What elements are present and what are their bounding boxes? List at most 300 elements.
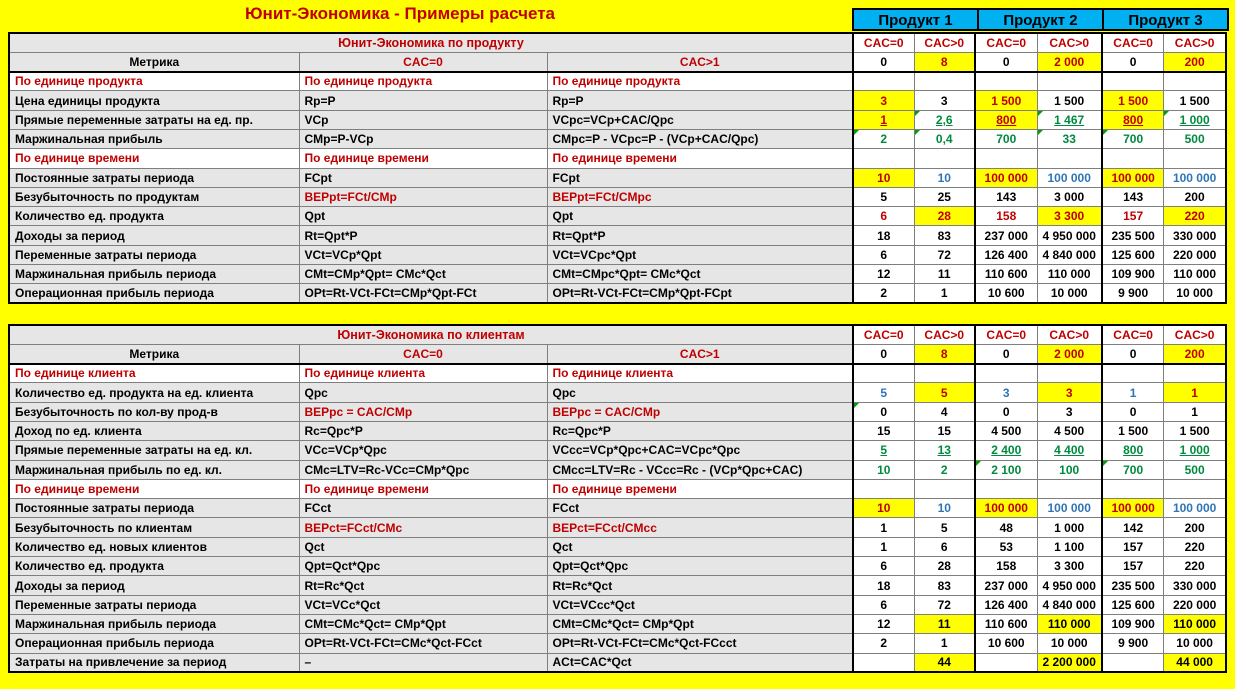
value-cell: 500	[1164, 460, 1226, 479]
value-cell: 100 000	[1102, 499, 1164, 518]
value-cell: 1 000	[1164, 110, 1226, 129]
formula-cac1: BEPpc = CAC/CMp	[547, 402, 853, 421]
formula-cac0: FCpt	[299, 168, 547, 187]
value-cell: 12	[853, 265, 914, 284]
product-headers	[852, 8, 1229, 31]
value-cell: 4 840 000	[1037, 245, 1102, 264]
formula-cac0: OPt=Rt-VCt-FCt=CMc*Qct-FCct	[299, 634, 547, 653]
value-cell: 1 500	[1164, 421, 1226, 440]
value-cell: 0	[1102, 402, 1164, 421]
value-cell	[1164, 72, 1226, 91]
value-cell: 4	[914, 402, 975, 421]
value-cell: 4 500	[1037, 421, 1102, 440]
formula-cac0: Qpt	[299, 207, 547, 226]
value-cell	[914, 479, 975, 498]
metric-label: Маржинальная прибыль периода	[9, 614, 299, 633]
value-cell: 1	[1164, 383, 1226, 402]
value-cell: 10	[914, 168, 975, 187]
value-cell: 12	[853, 614, 914, 633]
metric-label: Маржинальная прибыль	[9, 129, 299, 148]
formula-cac1: По единице клиента	[547, 364, 853, 383]
table-row	[9, 383, 1226, 402]
formula-cac0: VCc=VCp*Qpc	[299, 441, 547, 460]
metric-label: По единице клиента	[9, 364, 299, 383]
value-cell: 3	[853, 91, 914, 110]
table-row	[9, 91, 1226, 110]
value-cell: 5	[914, 383, 975, 402]
value-cell: 100 000	[1037, 499, 1102, 518]
value-cell	[975, 364, 1037, 383]
value-cell: 10	[914, 499, 975, 518]
value-cell: 5	[853, 383, 914, 402]
formula-cac1: Rp=P	[547, 91, 853, 110]
value-cell	[853, 149, 914, 168]
value-cell: 6	[853, 557, 914, 576]
formula-cac1: Rc=Qpc*P	[547, 421, 853, 440]
value-cell: 100 000	[1102, 168, 1164, 187]
value-cell: 53	[975, 537, 1037, 556]
formula-cac1: CMcc=LTV=Rc - VCcc=Rc - (VCp*Qpc+CAC)	[547, 460, 853, 479]
table-row	[9, 245, 1226, 264]
section-row	[9, 479, 1226, 498]
value-cell: 1	[1102, 383, 1164, 402]
value-cell: 100 000	[1037, 168, 1102, 187]
formula-cac1: По единице времени	[547, 479, 853, 498]
value-cell: 3 000	[1037, 187, 1102, 206]
metric-label: Операционная прибыль периода	[9, 284, 299, 303]
scenario-cac1-header: CAC>1	[547, 52, 853, 71]
formula-cac0: Rp=P	[299, 91, 547, 110]
value-cell: 6	[853, 595, 914, 614]
value-cell: 2,6	[914, 110, 975, 129]
value-cell: 6	[914, 537, 975, 556]
table-row	[9, 576, 1226, 595]
value-cell: 48	[975, 518, 1037, 537]
value-cell: 125 600	[1102, 595, 1164, 614]
table-row	[9, 557, 1226, 576]
metric-label: Безубыточность по клиентам	[9, 518, 299, 537]
value-cell: 4 500	[975, 421, 1037, 440]
cac-value: 8	[914, 52, 975, 71]
value-cell: 10 000	[1037, 284, 1102, 303]
value-cell: 83	[914, 576, 975, 595]
cac-label: CAC=0	[975, 33, 1037, 52]
value-cell	[1037, 72, 1102, 91]
formula-cac0: Qpc	[299, 383, 547, 402]
table-row	[9, 187, 1226, 206]
value-cell: 700	[1102, 460, 1164, 479]
value-cell	[914, 364, 975, 383]
value-cell: 110 000	[1037, 614, 1102, 633]
value-cell: 6	[853, 207, 914, 226]
value-cell: 72	[914, 595, 975, 614]
client-unit-economics-table	[8, 324, 1227, 673]
formula-cac1: VCpc=VCp+CAC/Qpc	[547, 110, 853, 129]
value-cell: 4 950 000	[1037, 226, 1102, 245]
value-cell: 3	[975, 383, 1037, 402]
product-header: Продукт 1	[852, 8, 979, 31]
table-row	[9, 518, 1226, 537]
value-cell: 2	[853, 284, 914, 303]
value-cell: 109 900	[1102, 614, 1164, 633]
cac-value: 0	[1102, 52, 1164, 71]
formula-cac0: CMp=P-VCp	[299, 129, 547, 148]
value-cell: 2 100	[975, 460, 1037, 479]
metric-label: Количество ед. продукта	[9, 207, 299, 226]
formula-cac0: По единице времени	[299, 149, 547, 168]
value-cell	[975, 72, 1037, 91]
value-cell	[975, 479, 1037, 498]
table-row	[9, 614, 1226, 633]
cac-label: CAC>0	[1164, 33, 1226, 52]
table-row	[9, 265, 1226, 284]
value-cell: 1	[914, 284, 975, 303]
value-cell: 220 000	[1164, 595, 1226, 614]
value-cell	[853, 72, 914, 91]
value-cell: 4 400	[1037, 441, 1102, 460]
formula-cac0: VCp	[299, 110, 547, 129]
value-cell: 10	[853, 168, 914, 187]
metric-label: Переменные затраты периода	[9, 245, 299, 264]
value-cell: 237 000	[975, 226, 1037, 245]
formula-cac0: OPt=Rt-VCt-FCt=CMp*Qpt-FCt	[299, 284, 547, 303]
formula-cac1: FCct	[547, 499, 853, 518]
value-cell	[975, 653, 1037, 672]
formula-cac1: Qct	[547, 537, 853, 556]
value-cell: 10 000	[1164, 634, 1226, 653]
page-title: Юнит-Экономика - Примеры расчета	[245, 4, 555, 23]
value-cell: 235 500	[1102, 226, 1164, 245]
formula-cac0: CMt=CMc*Qct= CMp*Qpt	[299, 614, 547, 633]
table-row	[9, 595, 1226, 614]
formula-cac1: Qpt	[547, 207, 853, 226]
value-cell: 9 900	[1102, 634, 1164, 653]
table-row	[9, 537, 1226, 556]
table-row	[9, 207, 1226, 226]
value-cell: 25	[914, 187, 975, 206]
cac-value: 0	[1102, 344, 1164, 363]
formula-cac0: BEPpt=FCt/CMp	[299, 187, 547, 206]
metric-label: Постоянные затраты периода	[9, 168, 299, 187]
formula-cac0: Rt=Rc*Qct	[299, 576, 547, 595]
value-cell: 28	[914, 557, 975, 576]
value-cell: 2	[853, 129, 914, 148]
value-cell: 2 200 000	[1037, 653, 1102, 672]
value-cell: 18	[853, 226, 914, 245]
formula-cac0: CMt=CMp*Qpt= CMc*Qct	[299, 265, 547, 284]
cac-value: 2 000	[1037, 52, 1102, 71]
value-cell	[853, 479, 914, 498]
formula-cac0: BEPct=FCct/CMc	[299, 518, 547, 537]
value-cell: 13	[914, 441, 975, 460]
value-cell: 3	[1037, 383, 1102, 402]
value-cell: 237 000	[975, 576, 1037, 595]
value-cell: 330 000	[1164, 226, 1226, 245]
value-cell: 3 300	[1037, 207, 1102, 226]
table-row	[9, 499, 1226, 518]
value-cell	[1164, 364, 1226, 383]
table-row	[9, 460, 1226, 479]
value-cell: 15	[853, 421, 914, 440]
value-cell: 44 000	[1164, 653, 1226, 672]
metric-label: Операционная прибыль периода	[9, 634, 299, 653]
value-cell: 44	[914, 653, 975, 672]
formula-cac0: Qct	[299, 537, 547, 556]
formula-cac1: Rt=Rc*Qct	[547, 576, 853, 595]
value-cell	[1102, 364, 1164, 383]
scenario-cac0-header: CAC=0	[299, 344, 547, 363]
value-cell	[1164, 149, 1226, 168]
value-cell: 100 000	[975, 168, 1037, 187]
value-cell: 158	[975, 557, 1037, 576]
value-cell: 1 100	[1037, 537, 1102, 556]
formula-cac0: Rt=Qpt*P	[299, 226, 547, 245]
cac-label: CAC=0	[1102, 33, 1164, 52]
cac-value: 2 000	[1037, 344, 1102, 363]
value-cell: 1 500	[1037, 91, 1102, 110]
value-cell: 700	[975, 129, 1037, 148]
cac-value: 8	[914, 344, 975, 363]
metric-label: По единице времени	[9, 479, 299, 498]
value-cell: 800	[1102, 110, 1164, 129]
table-row	[9, 168, 1226, 187]
value-cell	[1102, 653, 1164, 672]
metric-label: Количество ед. продукта на ед. клиента	[9, 383, 299, 402]
value-cell	[975, 149, 1037, 168]
value-cell: 11	[914, 265, 975, 284]
value-cell: 1	[853, 110, 914, 129]
value-cell: 1	[1164, 402, 1226, 421]
value-cell: 6	[853, 245, 914, 264]
table-row	[9, 421, 1226, 440]
value-cell: 157	[1102, 207, 1164, 226]
cac-label: CAC>0	[1164, 325, 1226, 344]
cac-value: 200	[1164, 344, 1226, 363]
cac-value: 200	[1164, 52, 1226, 71]
value-cell: 4 950 000	[1037, 576, 1102, 595]
metric-label: Количество ед. новых клиентов	[9, 537, 299, 556]
formula-cac1: Rt=Qpt*P	[547, 226, 853, 245]
metric-label: Маржинальная прибыль периода	[9, 265, 299, 284]
product-header: Продукт 3	[1102, 8, 1229, 31]
formula-cac0: CMc=LTV=Rc-VCc=CMp*Qpc	[299, 460, 547, 479]
value-cell: 3	[914, 91, 975, 110]
value-cell: 157	[1102, 557, 1164, 576]
value-cell: 1 500	[1164, 91, 1226, 110]
value-cell: 2 400	[975, 441, 1037, 460]
metric-label: По единице продукта	[9, 72, 299, 91]
cac-label: CAC>0	[1037, 33, 1102, 52]
metric-header: Метрика	[9, 344, 299, 363]
value-cell: 18	[853, 576, 914, 595]
value-cell: 4 840 000	[1037, 595, 1102, 614]
value-cell: 700	[1102, 129, 1164, 148]
metric-label: Доходы за период	[9, 576, 299, 595]
cac-label: CAC=0	[1102, 325, 1164, 344]
formula-cac1: VCt=VCpc*Qpt	[547, 245, 853, 264]
value-cell: 0	[853, 402, 914, 421]
value-cell: 9 900	[1102, 284, 1164, 303]
value-cell: 100	[1037, 460, 1102, 479]
value-cell: 500	[1164, 129, 1226, 148]
cac-label: CAC>0	[1037, 325, 1102, 344]
value-cell: 220	[1164, 557, 1226, 576]
value-cell: 3	[1037, 402, 1102, 421]
value-cell: 28	[914, 207, 975, 226]
metric-label: Прямые переменные затраты на ед. пр.	[9, 110, 299, 129]
value-cell: 10 000	[1037, 634, 1102, 653]
value-cell: 110 000	[1037, 265, 1102, 284]
value-cell: 100 000	[1164, 168, 1226, 187]
metric-label: Доходы за период	[9, 226, 299, 245]
value-cell	[853, 653, 914, 672]
value-cell: 10	[853, 499, 914, 518]
value-cell: 220 000	[1164, 245, 1226, 264]
cac-label: CAC=0	[975, 325, 1037, 344]
table-header: Юнит-Экономика по клиентам	[9, 325, 853, 344]
formula-cac1: FCpt	[547, 168, 853, 187]
value-cell: 0	[975, 402, 1037, 421]
metric-label: По единице времени	[9, 149, 299, 168]
value-cell	[1102, 149, 1164, 168]
formula-cac0: По единице продукта	[299, 72, 547, 91]
cac-label: CAC=0	[853, 325, 914, 344]
value-cell: 10 600	[975, 634, 1037, 653]
metric-label: Доход по ед. клиента	[9, 421, 299, 440]
value-cell: 83	[914, 226, 975, 245]
formula-cac1: BEPpt=FCt/CMpc	[547, 187, 853, 206]
value-cell: 5	[853, 187, 914, 206]
formula-cac1: OPt=Rt-VCt-FCt=CMc*Qct-FCcct	[547, 634, 853, 653]
value-cell: 235 500	[1102, 576, 1164, 595]
value-cell: 220	[1164, 207, 1226, 226]
value-cell: 100 000	[975, 499, 1037, 518]
formula-cac0: Rc=Qpc*P	[299, 421, 547, 440]
cac-value: 0	[975, 52, 1037, 71]
value-cell	[853, 364, 914, 383]
formula-cac1: VCt=VCcc*Qct	[547, 595, 853, 614]
value-cell: 157	[1102, 537, 1164, 556]
metric-label: Переменные затраты периода	[9, 595, 299, 614]
table-row	[9, 226, 1226, 245]
formula-cac1: По единице времени	[547, 149, 853, 168]
value-cell: 0,4	[914, 129, 975, 148]
metric-header: Метрика	[9, 52, 299, 71]
value-cell	[1164, 479, 1226, 498]
scenario-cac0-header: CAC=0	[299, 52, 547, 71]
value-cell: 1	[853, 518, 914, 537]
value-cell: 126 400	[975, 245, 1037, 264]
value-cell: 72	[914, 245, 975, 264]
formula-cac1: OPt=Rt-VCt-FCt=CMp*Qpt-FCpt	[547, 284, 853, 303]
value-cell: 158	[975, 207, 1037, 226]
formula-cac1: CMt=CMpc*Qpt= CMc*Qct	[547, 265, 853, 284]
cac-label: CAC>0	[914, 33, 975, 52]
metric-label: Прямые переменные затраты на ед. кл.	[9, 441, 299, 460]
value-cell: 143	[1102, 187, 1164, 206]
value-cell	[1037, 364, 1102, 383]
value-cell: 2	[853, 634, 914, 653]
value-cell: 5	[914, 518, 975, 537]
table-row	[9, 402, 1226, 421]
value-cell: 1 467	[1037, 110, 1102, 129]
value-cell	[914, 149, 975, 168]
value-cell: 800	[975, 110, 1037, 129]
value-cell: 33	[1037, 129, 1102, 148]
formula-cac0: VCt=VCc*Qct	[299, 595, 547, 614]
formula-cac1: По единице продукта	[547, 72, 853, 91]
cac-label: CAC=0	[853, 33, 914, 52]
table-row	[9, 653, 1226, 672]
value-cell: 800	[1102, 441, 1164, 460]
metric-label: Цена единицы продукта	[9, 91, 299, 110]
formula-cac0: Qpt=Qct*Qpc	[299, 557, 547, 576]
value-cell: 110 000	[1164, 614, 1226, 633]
value-cell: 1 000	[1037, 518, 1102, 537]
value-cell: 10 000	[1164, 284, 1226, 303]
formula-cac0: VCt=VCp*Qpt	[299, 245, 547, 264]
value-cell: 3 300	[1037, 557, 1102, 576]
section-row	[9, 364, 1226, 383]
value-cell: 109 900	[1102, 265, 1164, 284]
formula-cac1: Qpc	[547, 383, 853, 402]
value-cell: 15	[914, 421, 975, 440]
table-row	[9, 110, 1226, 129]
table-row	[9, 634, 1226, 653]
formula-cac0: По единице клиента	[299, 364, 547, 383]
value-cell: 330 000	[1164, 576, 1226, 595]
value-cell: 10 600	[975, 284, 1037, 303]
cac-value: 0	[975, 344, 1037, 363]
value-cell: 142	[1102, 518, 1164, 537]
value-cell: 2	[914, 460, 975, 479]
section-row	[9, 72, 1226, 91]
metric-label: Постоянные затраты периода	[9, 499, 299, 518]
table-row	[9, 441, 1226, 460]
value-cell: 1 000	[1164, 441, 1226, 460]
value-cell: 5	[853, 441, 914, 460]
metric-label: Количество ед. продукта	[9, 557, 299, 576]
value-cell: 125 600	[1102, 245, 1164, 264]
value-cell: 100 000	[1164, 499, 1226, 518]
value-cell: 1 500	[1102, 421, 1164, 440]
value-cell	[1037, 479, 1102, 498]
value-cell: 200	[1164, 518, 1226, 537]
value-cell: 1	[914, 634, 975, 653]
formula-cac1: CMt=CMc*Qct= CMp*Qpt	[547, 614, 853, 633]
formula-cac1: ACt=CAC*Qct	[547, 653, 853, 672]
formula-cac1: BEPct=FCct/CMcc	[547, 518, 853, 537]
value-cell	[914, 72, 975, 91]
scenario-cac1-header: CAC>1	[547, 344, 853, 363]
metric-label: Безубыточность по продуктам	[9, 187, 299, 206]
value-cell: 1 500	[975, 91, 1037, 110]
value-cell	[1102, 72, 1164, 91]
product-unit-economics-table	[8, 32, 1227, 304]
value-cell: 110 600	[975, 614, 1037, 633]
value-cell	[1037, 149, 1102, 168]
metric-label: Маржинальная прибыль по ед. кл.	[9, 460, 299, 479]
formula-cac0: BEPpc = CAC/CMp	[299, 402, 547, 421]
formula-cac1: CMpc=P - VCpc=P - (VCp+CAC/Qpc)	[547, 129, 853, 148]
value-cell: 11	[914, 614, 975, 633]
formula-cac0: По единице времени	[299, 479, 547, 498]
formula-cac0: –	[299, 653, 547, 672]
value-cell: 200	[1164, 187, 1226, 206]
cac-value: 0	[853, 52, 914, 71]
formula-cac1: Qpt=Qct*Qpc	[547, 557, 853, 576]
table-header: Юнит-Экономика по продукту	[9, 33, 853, 52]
